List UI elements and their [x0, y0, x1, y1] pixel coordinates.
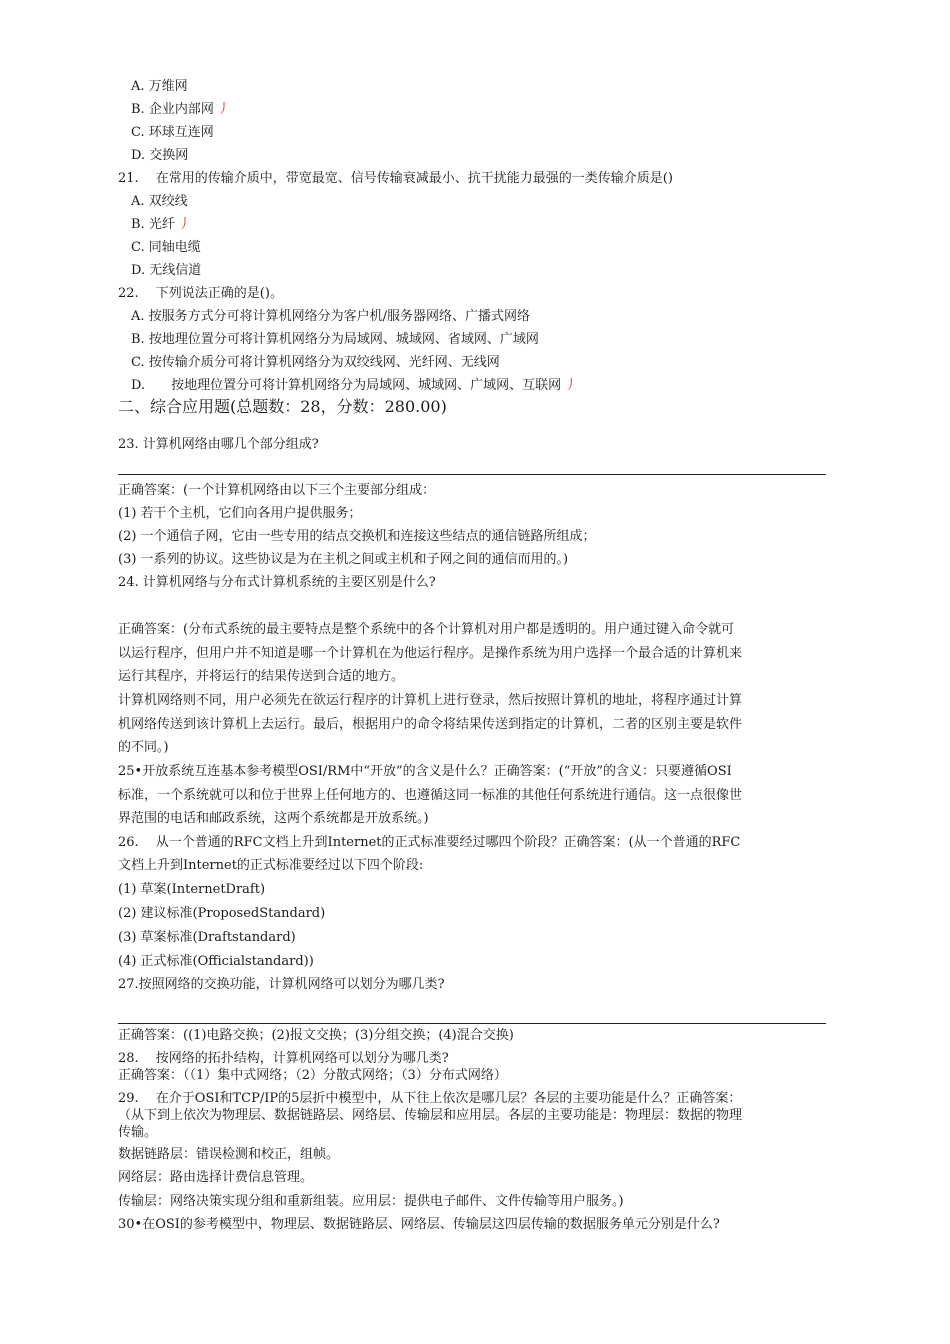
q20-option-a: A. 万维网	[131, 79, 188, 94]
q23-answer-line: 正确答案：(一个计算机网络由以下三个主要部分组成：	[118, 483, 436, 498]
q22-option-b: B. 按地理位置分可将计算机网络分为局域网、城域网、省域网、广域网	[131, 332, 539, 347]
q23-answer-line: (2) 一个通信子网，它由一些专用的结点交换机和连接这些结点的通信链路所组成；	[118, 529, 596, 544]
answer-tick-mark: 丿	[177, 217, 191, 232]
q27-question: 27.按照网络的交换功能，计算机网络可以划分为哪几类?	[118, 977, 445, 992]
q29-line: 网络层：路由选择计费信息管理。	[118, 1170, 314, 1185]
q23-answer-line: (3) 一系列的协议。这些协议是为在主机之间或主机和子网之间的通信而用的。)	[118, 552, 569, 567]
q29-line: （从下到上依次为物理层、数据链路层、网络层、传输层和应用层。各层的主要功能是：物理层：数据的物理	[118, 1108, 743, 1123]
q24-answer-line: 计算机网络则不同，用户必须先在欲运行程序的计算机上进行登录，然后按照计算机的地址，将程序通过计算	[118, 693, 743, 708]
q26-line: 26. 从一个普通的RFC文档上升到Internet的正式标准要经过哪四个阶段？正确答案：(从一个普通的RFC	[118, 835, 741, 850]
q24-question: 24. 计算机网络与分布式计算机系统的主要区别是什么?	[118, 575, 436, 590]
q26-line: (2) 建议标准(ProposedStandard)	[118, 906, 326, 921]
q26-line: (3) 草案标准(Draftstandard)	[118, 930, 296, 945]
q27-answer: 正确答案：((1)电路交换；(2)报文交换；(3)分组交换；(4)混合交换)	[118, 1028, 514, 1043]
q24-answer-line: 正确答案：(分布式系统的最主要特点是整个系统中的各个计算机对用户都是透明的。用户通过键入命令就可	[118, 622, 735, 637]
q29-line: 29. 在介于OSI和TCP/IP的5层折中模型中，从下往上依次是哪几层？各层的主要功能是什么？正确答案：	[118, 1091, 742, 1106]
q22-option-d: D. 按地理位置分可将计算机网络分为局域网、城域网、广域网、互联网 丿	[131, 378, 578, 393]
answer-divider	[118, 474, 826, 475]
q22-option-a: A. 按服务方式分可将计算机网络分为客户机/服务器网络、广播式网络	[131, 309, 531, 324]
q24-answer-line: 机网络传送到该计算机上去运行。最后，根据用户的命令将结果传送到指定的计算机，二者的区别主要是软件	[118, 717, 743, 732]
q20-option-d: D. 交换网	[131, 148, 189, 163]
q24-answer-line: 运行其程序，并将运行的结果传送到合适的地方。	[118, 669, 405, 684]
q23-question: 23. 计算机网络由哪几个部分组成?	[118, 437, 319, 452]
q21-option-d: D. 无线信道	[131, 263, 202, 278]
answer-tick-mark: 丿	[564, 378, 578, 393]
q21-stem: 21. 在常用的传输介质中，带宽最宽、信号传输衰减最小、抗干扰能力最强的一类传输介质是()	[118, 171, 673, 186]
q20-option-c: C. 环球互连网	[131, 125, 214, 140]
q25-line: 标准，一个系统就可以和位于世界上任何地方的、也遵循这同一标准的其他任何系统进行通信。这一点很像世	[118, 788, 743, 803]
answer-divider	[118, 1023, 826, 1024]
q22-option-c: C. 按传输介质分可将计算机网络分为双绞线网、光纤网、无线网	[131, 355, 500, 370]
q29-line: 传输。	[118, 1125, 158, 1140]
q24-answer-line: 的不同。)	[118, 740, 169, 755]
q28-answer: 正确答案：（（1）集中式网络；（2）分散式网络；（3）分布式网络）	[118, 1068, 507, 1083]
q25-line: 25•开放系统互连基本参考模型OSI/RM中“开放”的含义是什么？正确答案：(“开放”的含义：只要遵循OSI	[118, 764, 732, 779]
q21-option-a: A. 双绞线	[131, 194, 188, 209]
q26-line: (1) 草案(InternetDraft)	[118, 882, 266, 897]
q26-line: 文档上升到Internet的正式标准要经过以下四个阶段:	[118, 858, 424, 873]
q26-line: (4) 正式标准(Officialstandard))	[118, 954, 314, 969]
q21-option-c: C. 同轴电缆	[131, 240, 201, 255]
q29-line: 数据链路层：错误检测和校正，组帧。	[118, 1147, 340, 1162]
q24-answer-line: 以运行程序，但用户并不知道是哪一个计算机在为他运行程序。是操作系统为用户选择一个最合适的计算机来	[118, 646, 743, 661]
q21-option-b: B. 光纤 丿	[131, 217, 191, 232]
section-title: 二、综合应用题(总题数：28，分数：280.00)	[118, 397, 447, 416]
q23-answer-line: (1) 若干个主机，它们向各用户提供服务；	[118, 506, 362, 521]
q20-option-b: B. 企业内部网 丿	[131, 102, 230, 117]
q22-stem: 22. 下列说法正确的是()。	[118, 286, 283, 301]
answer-tick-mark: 丿	[216, 102, 230, 117]
q29-line: 传输层：网络决策实现分组和重新组装。应用层：提供电子邮件、文件传输等用户服务。)	[118, 1194, 624, 1209]
q30-question: 30•在OSI的参考模型中，物理层、数据链路层、网络层、传输层这四层传输的数据服务单元分别是什么?	[118, 1217, 720, 1232]
q28-question: 28. 按网络的拓扑结构，计算机网络可以划分为哪几类?	[118, 1051, 449, 1066]
q25-line: 界范围的电话和邮政系统，这两个系统都是开放系统。)	[118, 811, 429, 826]
